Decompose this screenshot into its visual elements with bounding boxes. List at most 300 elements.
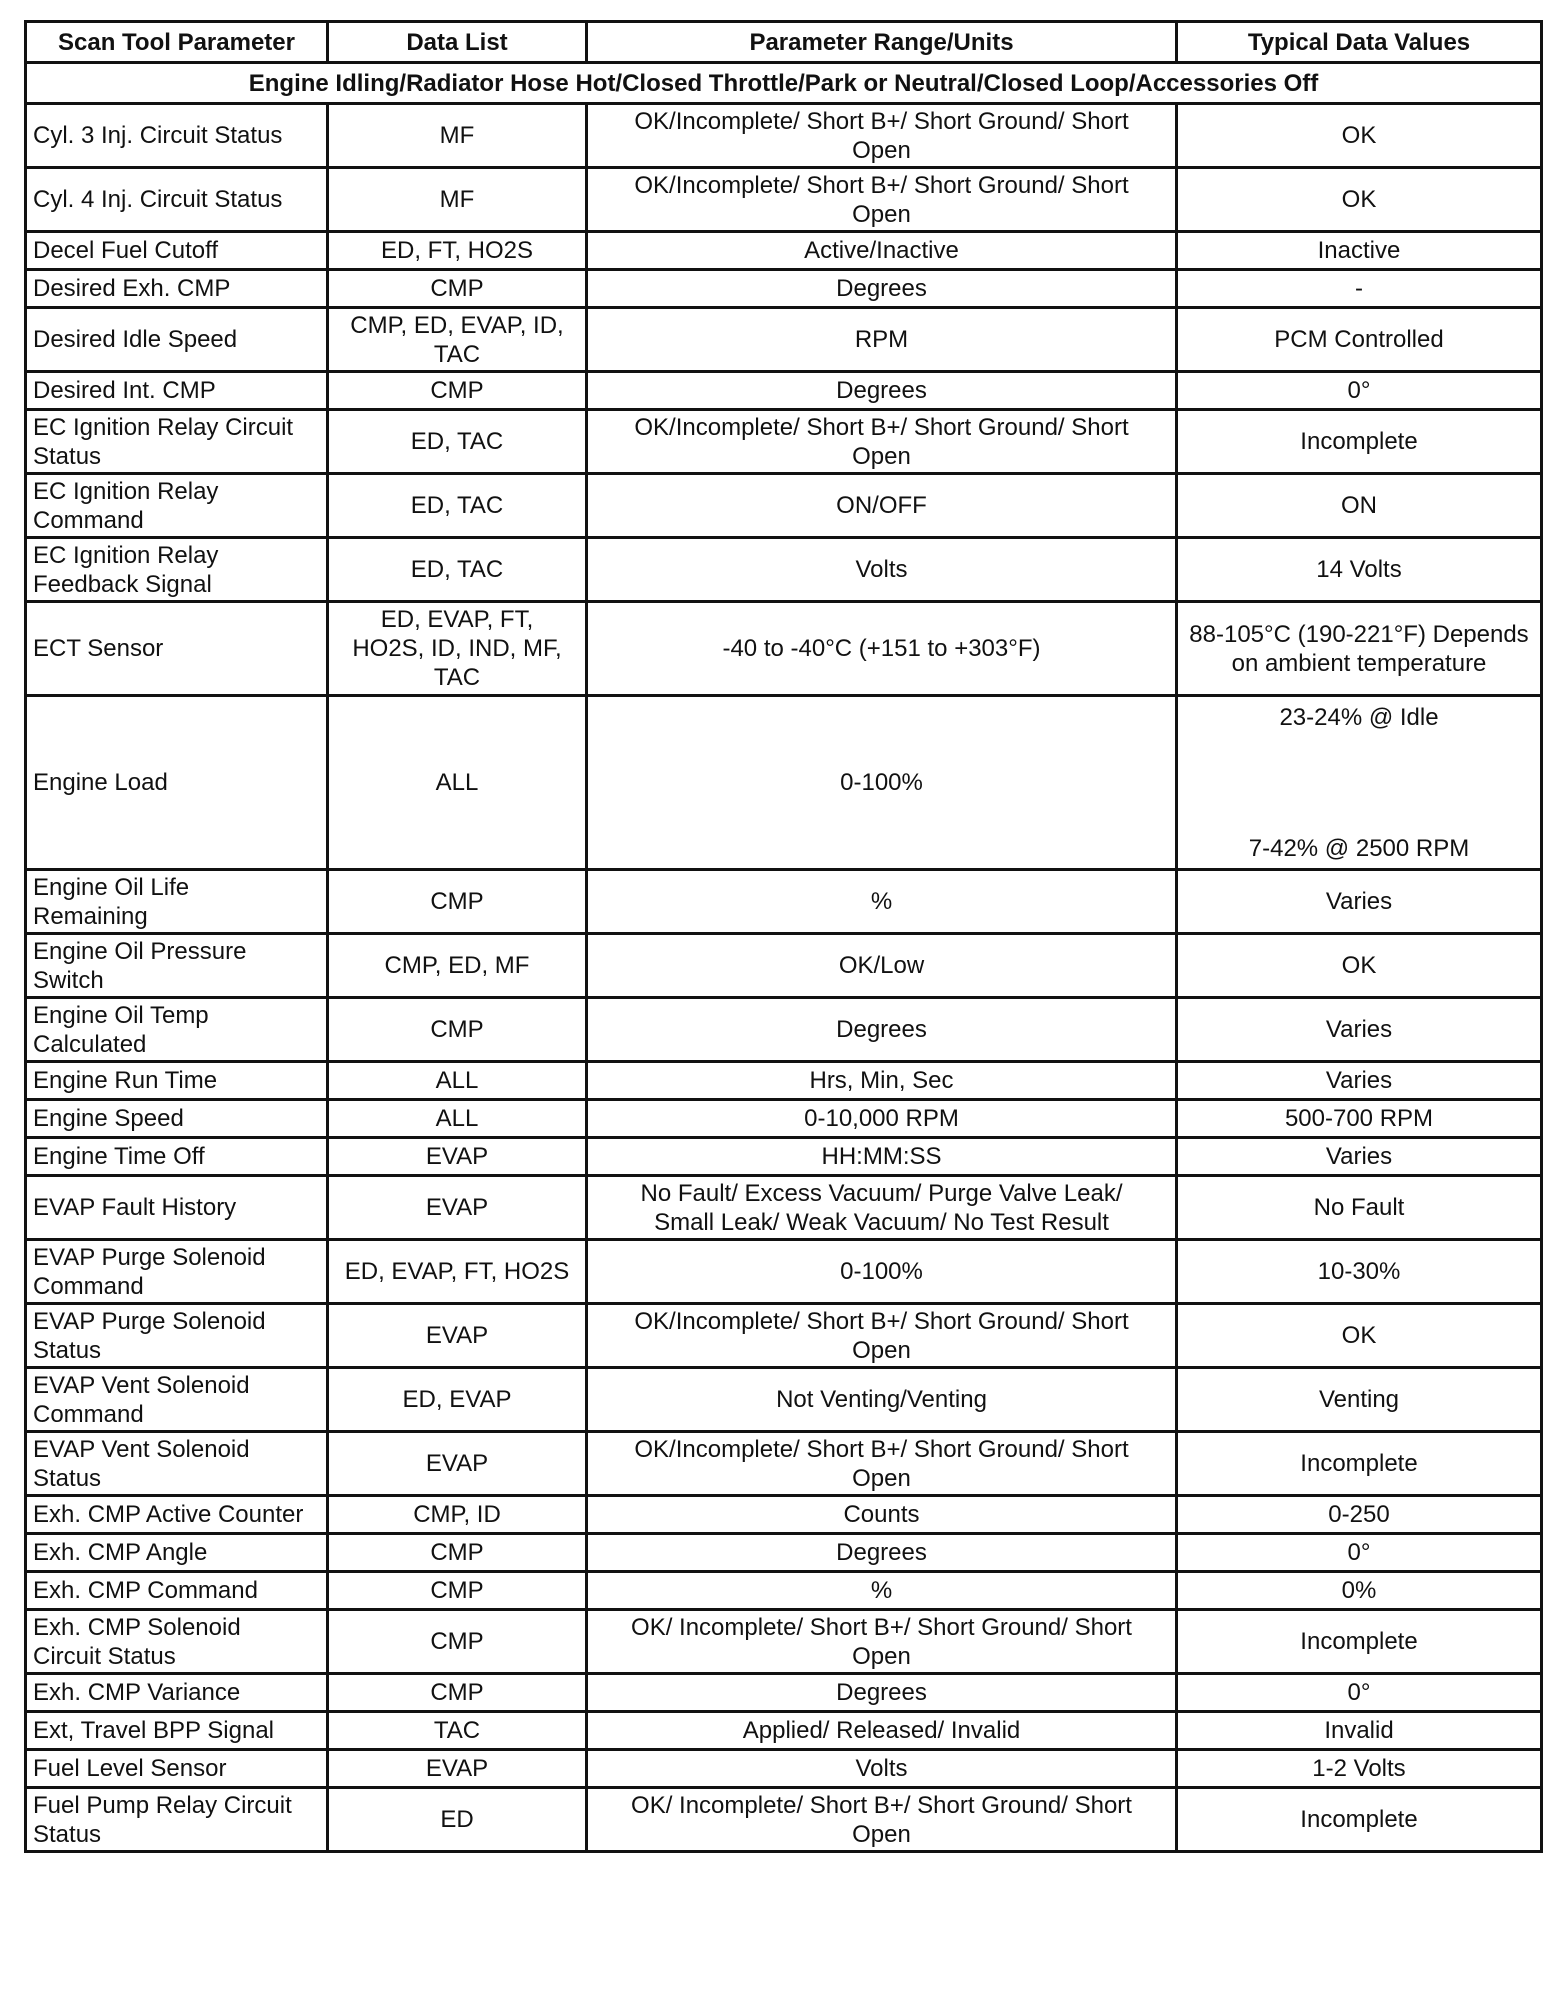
table-row [26, 1240, 1542, 1304]
cell-data-list [328, 870, 587, 934]
table-row [26, 308, 1542, 372]
cell-range-units-line: Degrees [836, 377, 927, 404]
cell-parameter [26, 1138, 328, 1176]
cell-range-units-line: Open [852, 200, 911, 228]
cell-parameter [26, 998, 328, 1062]
cell-parameter [26, 538, 328, 602]
condition-row [26, 63, 1542, 104]
cell-parameter-line: Exh. CMP Active Counter [33, 1501, 304, 1528]
cell-parameter-line: Calculated [33, 1030, 147, 1058]
cell-range-units-line: ON/OFF [836, 492, 927, 519]
cell-range-units-line: OK/Low [838, 952, 925, 979]
cell-range-units-line: OK/Incomplete/ Short B+/ Short Ground/ Short [634, 1435, 1129, 1463]
cell-range-units [587, 870, 1177, 934]
cell-range-units [587, 1176, 1177, 1240]
cell-parameter [26, 602, 328, 696]
table-row [26, 232, 1542, 270]
cell-data-list-line: ED, EVAP, FT, HO2S [344, 1258, 570, 1285]
cell-data-list [328, 1712, 587, 1750]
cell-typical-value [1177, 410, 1542, 474]
cell-data-list-line: ED, EVAP, FT, [380, 606, 534, 633]
cell-typical-value [1177, 1674, 1542, 1712]
cell-data-list-line: CMP [430, 1679, 484, 1706]
cell-typical-value [1177, 870, 1542, 934]
cell-parameter-line: Engine Run Time [33, 1067, 218, 1094]
cell-range-units [587, 168, 1177, 232]
cell-typical-value-line: 1-2 Volts [1312, 1755, 1406, 1782]
cell-range-units [587, 602, 1177, 696]
header-typical-values: Typical Data Values [1177, 22, 1542, 63]
cell-data-list [328, 1788, 587, 1852]
cell-parameter [26, 474, 328, 538]
cell-range-units-line: HH:MM:SS [821, 1143, 942, 1170]
cell-typical-value [1177, 308, 1542, 372]
header-parameter: Scan Tool Parameter [26, 22, 328, 63]
cell-parameter-line: Status [33, 442, 102, 470]
cell-data-list-line: EVAP [425, 1322, 489, 1349]
cell-typical-value [1177, 1496, 1542, 1534]
cell-parameter [26, 1100, 328, 1138]
cell-range-units [587, 1304, 1177, 1368]
cell-typical-value-line: Varies [1325, 1143, 1393, 1170]
cell-data-list [328, 372, 587, 410]
cell-typical-value [1177, 934, 1542, 998]
table-row [26, 870, 1542, 934]
cell-parameter-line: EC Ignition Relay Circuit [33, 413, 294, 441]
cell-parameter [26, 410, 328, 474]
cell-range-units-line: Small Leak/ Weak Vacuum/ No Test Result [654, 1208, 1109, 1236]
cell-parameter [26, 308, 328, 372]
cell-parameter [26, 1610, 328, 1674]
table-row [26, 696, 1542, 870]
table-row [26, 602, 1542, 696]
cell-data-list [328, 1240, 587, 1304]
cell-typical-value-line: No Fault [1313, 1194, 1405, 1221]
cell-typical-value [1177, 1062, 1542, 1100]
cell-range-units [587, 1788, 1177, 1852]
cell-range-units [587, 1240, 1177, 1304]
cell-data-list [328, 1138, 587, 1176]
table-row [26, 474, 1542, 538]
cell-typical-value [1177, 1176, 1542, 1240]
cell-data-list [328, 1750, 587, 1788]
table-row [26, 538, 1542, 602]
cell-data-list-line: ALL [435, 1067, 479, 1094]
cell-parameter-line: Ext, Travel BPP Signal [33, 1717, 275, 1744]
cell-typical-value-line: OK [1341, 122, 1377, 149]
cell-range-units [587, 998, 1177, 1062]
cell-range-units [587, 308, 1177, 372]
cell-parameter [26, 104, 328, 168]
cell-parameter-line: ECT Sensor [33, 635, 164, 662]
cell-data-list-line: ED [440, 1806, 474, 1833]
cell-parameter-line: EVAP Purge Solenoid [33, 1307, 266, 1335]
cell-parameter-line: Exh. CMP Variance [33, 1679, 241, 1706]
table-row [26, 1138, 1542, 1176]
cell-typical-value [1177, 1610, 1542, 1674]
cell-range-units [587, 1100, 1177, 1138]
cell-data-list [328, 474, 587, 538]
cell-data-list [328, 270, 587, 308]
cell-parameter [26, 1572, 328, 1610]
cell-parameter [26, 232, 328, 270]
cell-range-units-line: Open [852, 1336, 911, 1364]
cell-range-units-line: RPM [854, 326, 909, 353]
cell-parameter-line: Circuit Status [33, 1642, 176, 1670]
cell-range-units-line: % [870, 1577, 893, 1604]
cell-typical-value-line: 7-42% @ 2500 RPM [1248, 834, 1470, 862]
cell-data-list [328, 1610, 587, 1674]
cell-typical-value [1177, 696, 1542, 870]
cell-typical-value-line: 0-250 [1328, 1501, 1390, 1528]
condition-text: Engine Idling/Radiator Hose Hot/Closed Throttle/Park or Neutral/Closed Loop/Accessories Off [26, 63, 1542, 104]
cell-typical-value [1177, 1788, 1542, 1852]
cell-data-list [328, 410, 587, 474]
cell-typical-value [1177, 232, 1542, 270]
cell-typical-value-line: OK [1341, 1322, 1377, 1349]
cell-data-list-line: TAC [433, 1717, 481, 1744]
cell-parameter [26, 696, 328, 870]
cell-parameter-line: Desired Int. CMP [33, 377, 216, 404]
cell-range-units-line: Active/Inactive [804, 237, 959, 264]
cell-range-units [587, 1432, 1177, 1496]
table-row [26, 1572, 1542, 1610]
table-row [26, 1750, 1542, 1788]
cell-data-list [328, 1674, 587, 1712]
cell-data-list-line: CMP [430, 377, 484, 404]
cell-parameter-line: Desired Exh. CMP [33, 275, 231, 302]
cell-range-units-line: Not Venting/Venting [776, 1386, 987, 1413]
cell-parameter-line: Command [33, 1272, 144, 1300]
cell-data-list-line: CMP [430, 1577, 484, 1604]
table-row [26, 1432, 1542, 1496]
cell-range-units [587, 1062, 1177, 1100]
cell-range-units-line: Applied/ Released/ Invalid [742, 1717, 1021, 1744]
cell-range-units-line: Degrees [836, 1539, 927, 1566]
cell-typical-value [1177, 168, 1542, 232]
cell-typical-value [1177, 1712, 1542, 1750]
cell-typical-value-line: Venting [1318, 1386, 1400, 1413]
cell-range-units-line: Open [852, 1820, 911, 1848]
cell-parameter [26, 372, 328, 410]
cell-range-units [587, 1368, 1177, 1432]
cell-range-units [587, 104, 1177, 168]
cell-data-list-line: ED, TAC [410, 556, 504, 583]
cell-range-units-line: % [870, 888, 893, 915]
cell-parameter [26, 1176, 328, 1240]
cell-parameter-line: Exh. CMP Command [33, 1577, 258, 1604]
scan-tool-data-table [24, 20, 1543, 1853]
cell-range-units-line: Volts [855, 556, 908, 583]
cell-typical-value [1177, 1750, 1542, 1788]
cell-typical-value-line: 0° [1347, 377, 1371, 404]
cell-parameter-line: Engine Time Off [33, 1143, 205, 1170]
cell-range-units-line: No Fault/ Excess Vacuum/ Purge Valve Leak/ [640, 1179, 1123, 1207]
cell-typical-value [1177, 1432, 1542, 1496]
cell-parameter-line: Status [33, 1820, 102, 1848]
cell-range-units-line: Counts [843, 1501, 920, 1528]
cell-data-list-line: EVAP [425, 1143, 489, 1170]
cell-data-list [328, 538, 587, 602]
cell-data-list-line: ED, FT, HO2S [380, 237, 534, 264]
cell-typical-value [1177, 1368, 1542, 1432]
table-row [26, 1496, 1542, 1534]
cell-range-units [587, 1572, 1177, 1610]
cell-data-list-line: EVAP [425, 1194, 489, 1221]
table-row [26, 168, 1542, 232]
cell-typical-value-line: - [1355, 275, 1363, 302]
table-row [26, 1176, 1542, 1240]
cell-data-list [328, 602, 587, 696]
cell-typical-value-line: Incomplete [1300, 1806, 1418, 1833]
cell-parameter [26, 1750, 328, 1788]
cell-range-units-line: Degrees [836, 1679, 927, 1706]
cell-typical-value [1177, 602, 1542, 696]
cell-range-units-line: Volts [855, 1755, 908, 1782]
cell-parameter [26, 270, 328, 308]
cell-parameter-line: Remaining [33, 902, 148, 930]
cell-range-units-line: 0-100% [840, 1258, 923, 1285]
cell-data-list [328, 934, 587, 998]
table-row [26, 1610, 1542, 1674]
cell-data-list-line: EVAP [425, 1755, 489, 1782]
cell-typical-value-line: 500-700 RPM [1284, 1105, 1434, 1132]
cell-range-units-line: OK/ Incomplete/ Short B+/ Short Ground/ Short [631, 1791, 1132, 1819]
cell-data-list [328, 232, 587, 270]
table-body [26, 63, 1542, 1852]
cell-data-list-line: CMP [430, 1539, 484, 1566]
cell-range-units-line: Degrees [836, 1016, 927, 1043]
header-range-units: Parameter Range/Units [587, 22, 1177, 63]
cell-parameter [26, 1240, 328, 1304]
table-row [26, 1534, 1542, 1572]
cell-parameter-line: EC Ignition Relay [33, 541, 219, 569]
cell-data-list [328, 1496, 587, 1534]
cell-data-list-line: ED, EVAP [402, 1386, 512, 1413]
cell-range-units [587, 1674, 1177, 1712]
cell-parameter [26, 1304, 328, 1368]
cell-parameter [26, 1534, 328, 1572]
cell-parameter-line: Engine Oil Pressure [33, 937, 247, 965]
cell-data-list [328, 1432, 587, 1496]
cell-typical-value-line: Varies [1325, 1067, 1393, 1094]
cell-parameter-line: Engine Load [33, 769, 168, 796]
cell-typical-value-line: 23-24% @ Idle [1279, 703, 1439, 731]
cell-typical-value-line: 0% [1341, 1577, 1377, 1604]
cell-parameter-line: Cyl. 4 Inj. Circuit Status [33, 186, 283, 213]
table-row [26, 270, 1542, 308]
cell-parameter-line: Command [33, 506, 144, 534]
cell-data-list-line: CMP [430, 888, 484, 915]
cell-range-units-line: OK/Incomplete/ Short B+/ Short Ground/ Short [634, 1307, 1129, 1335]
cell-typical-value-line: Incomplete [1300, 1450, 1418, 1477]
cell-parameter-line: Switch [33, 966, 104, 994]
cell-parameter-line: Status [33, 1464, 102, 1492]
cell-data-list [328, 1100, 587, 1138]
table-row [26, 1100, 1542, 1138]
cell-typical-value [1177, 1572, 1542, 1610]
cell-parameter-line: Exh. CMP Solenoid [33, 1613, 241, 1641]
cell-range-units [587, 1712, 1177, 1750]
cell-typical-value [1177, 270, 1542, 308]
cell-parameter-line: EVAP Fault History [33, 1194, 237, 1221]
cell-typical-value [1177, 538, 1542, 602]
cell-data-list-line: ALL [435, 1105, 479, 1132]
cell-data-list [328, 1062, 587, 1100]
cell-typical-value-line: 0° [1347, 1539, 1371, 1566]
cell-data-list-line: CMP, ID [413, 1501, 501, 1528]
cell-parameter [26, 168, 328, 232]
cell-range-units [587, 696, 1177, 870]
cell-range-units-line: OK/Incomplete/ Short B+/ Short Ground/ Short [634, 413, 1129, 441]
typical-value-split [1184, 703, 1534, 863]
cell-range-units-line: OK/Incomplete/ Short B+/ Short Ground/ Short [634, 171, 1129, 199]
cell-typical-value-line: OK [1341, 186, 1377, 213]
cell-typical-value-line: Inactive [1317, 237, 1401, 264]
table-row [26, 372, 1542, 410]
cell-range-units [587, 474, 1177, 538]
cell-range-units-line: Open [852, 136, 911, 164]
cell-parameter-line: EVAP Purge Solenoid [33, 1243, 266, 1271]
cell-data-list-line: ALL [435, 769, 479, 796]
cell-parameter-line: Decel Fuel Cutoff [33, 237, 218, 264]
table-row [26, 1674, 1542, 1712]
cell-range-units [587, 1138, 1177, 1176]
cell-typical-value [1177, 104, 1542, 168]
cell-data-list-line: HO2S, ID, IND, MF, [352, 635, 562, 662]
cell-data-list [328, 1572, 587, 1610]
cell-data-list-line: CMP, ED, EVAP, ID, [350, 311, 564, 339]
cell-parameter [26, 1368, 328, 1432]
cell-parameter-line: EC Ignition Relay [33, 477, 219, 505]
cell-typical-value-line: Varies [1325, 1016, 1393, 1043]
cell-parameter [26, 934, 328, 998]
table-row [26, 410, 1542, 474]
cell-range-units [587, 1750, 1177, 1788]
cell-typical-value-line: Invalid [1324, 1717, 1394, 1744]
cell-data-list [328, 696, 587, 870]
cell-parameter-line: Fuel Pump Relay Circuit [33, 1791, 292, 1819]
cell-range-units-line: -40 to -40°C (+151 to +303°F) [722, 635, 1041, 662]
cell-data-list-line: ED, TAC [410, 428, 504, 455]
cell-parameter [26, 870, 328, 934]
cell-parameter-line: Exh. CMP Angle [33, 1539, 208, 1566]
cell-range-units [587, 232, 1177, 270]
cell-range-units-line: 0-10,000 RPM [804, 1105, 959, 1132]
cell-typical-value [1177, 1534, 1542, 1572]
cell-data-list-line: MF [439, 186, 475, 213]
cell-range-units-line: Open [852, 1464, 911, 1492]
cell-parameter [26, 1788, 328, 1852]
table-row [26, 1788, 1542, 1852]
cell-parameter-line: Engine Oil Life [33, 873, 190, 901]
header-row [26, 22, 1542, 63]
cell-data-list-line: TAC [433, 664, 481, 691]
cell-data-list [328, 104, 587, 168]
cell-data-list [328, 1304, 587, 1368]
cell-range-units [587, 1496, 1177, 1534]
cell-data-list-line: EVAP [425, 1450, 489, 1477]
cell-typical-value-line: PCM Controlled [1274, 326, 1444, 353]
cell-data-list [328, 998, 587, 1062]
cell-parameter-line: Engine Speed [33, 1105, 184, 1132]
cell-data-list [328, 1368, 587, 1432]
cell-data-list-line: TAC [433, 340, 481, 368]
table-row [26, 104, 1542, 168]
cell-typical-value-line: Incomplete [1300, 1628, 1418, 1655]
cell-parameter-line: EVAP Vent Solenoid [33, 1435, 250, 1463]
cell-parameter-line: Desired Idle Speed [33, 326, 238, 353]
cell-typical-value [1177, 998, 1542, 1062]
cell-parameter-line: Status [33, 1336, 102, 1364]
cell-typical-value-line: 0° [1347, 1679, 1371, 1706]
cell-data-list-line: MF [439, 122, 475, 149]
header-data-list: Data List [328, 22, 587, 63]
cell-range-units-line: OK/ Incomplete/ Short B+/ Short Ground/ Short [631, 1613, 1132, 1641]
table-row [26, 1368, 1542, 1432]
cell-range-units [587, 538, 1177, 602]
cell-parameter-line: Cyl. 3 Inj. Circuit Status [33, 122, 283, 149]
cell-parameter [26, 1674, 328, 1712]
cell-range-units-line: Open [852, 1642, 911, 1670]
cell-typical-value [1177, 372, 1542, 410]
cell-range-units-line: Hrs, Min, Sec [809, 1067, 954, 1094]
cell-data-list-line: CMP, ED, MF [384, 952, 530, 979]
cell-range-units [587, 1610, 1177, 1674]
cell-range-units [587, 270, 1177, 308]
cell-data-list-line: CMP [430, 275, 484, 302]
cell-range-units [587, 1534, 1177, 1572]
cell-typical-value [1177, 1138, 1542, 1176]
cell-parameter-line: Fuel Level Sensor [33, 1755, 227, 1782]
cell-parameter [26, 1062, 328, 1100]
cell-typical-value-line: on ambient temperature [1231, 649, 1487, 677]
cell-typical-value [1177, 1304, 1542, 1368]
table-row [26, 998, 1542, 1062]
cell-data-list [328, 1534, 587, 1572]
cell-data-list-line: CMP [430, 1016, 484, 1043]
table-row [26, 1712, 1542, 1750]
cell-parameter-line: Command [33, 1400, 144, 1428]
cell-data-list-line: ED, TAC [410, 492, 504, 519]
cell-parameter [26, 1712, 328, 1750]
cell-typical-value [1177, 1100, 1542, 1138]
cell-typical-value-line: ON [1341, 492, 1377, 519]
cell-data-list-line: CMP [430, 1628, 484, 1655]
table-row [26, 1304, 1542, 1368]
table-row [26, 1062, 1542, 1100]
cell-parameter [26, 1496, 328, 1534]
cell-range-units-line: Degrees [836, 275, 927, 302]
cell-typical-value [1177, 474, 1542, 538]
cell-data-list [328, 308, 587, 372]
cell-parameter [26, 1432, 328, 1496]
cell-parameter-line: Engine Oil Temp [33, 1001, 209, 1029]
cell-typical-value-line: 10-30% [1317, 1258, 1401, 1285]
cell-range-units-line: Open [852, 442, 911, 470]
cell-typical-value-line: Incomplete [1300, 428, 1418, 455]
cell-typical-value [1177, 1240, 1542, 1304]
table-row [26, 934, 1542, 998]
cell-typical-value-line: OK [1341, 952, 1377, 979]
cell-data-list [328, 1176, 587, 1240]
cell-typical-value-line: Varies [1325, 888, 1393, 915]
cell-range-units [587, 410, 1177, 474]
cell-range-units-line: 0-100% [840, 769, 923, 796]
cell-data-list [328, 168, 587, 232]
cell-parameter-line: Feedback Signal [33, 570, 212, 598]
cell-range-units-line: OK/Incomplete/ Short B+/ Short Ground/ Short [634, 107, 1129, 135]
